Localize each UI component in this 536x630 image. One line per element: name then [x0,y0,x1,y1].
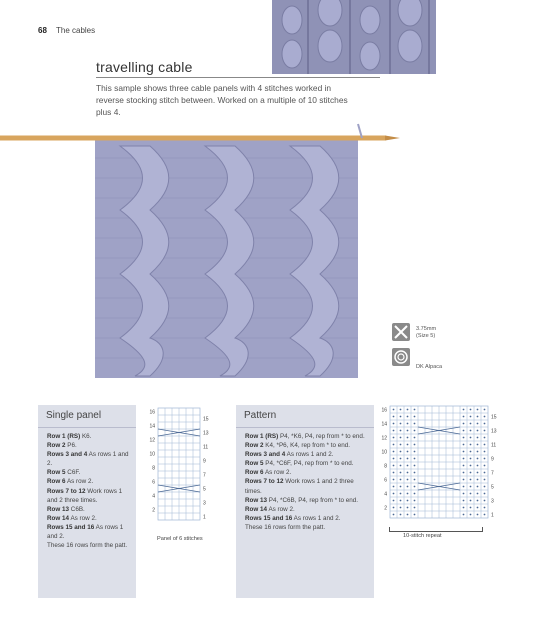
instruction-row [245,450,370,459]
row-number: 3 [491,498,494,505]
instruction-row [47,523,132,541]
instruction-row [47,477,132,486]
purl-stitch-mark [400,500,402,502]
purl-stitch-mark [477,444,479,446]
instruction-row [47,441,132,450]
instruction-row-label: Row 5 [47,469,66,477]
purl-stitch-mark [484,409,486,411]
purl-stitch-mark [400,416,402,418]
purl-stitch-mark [477,430,479,432]
instruction-row-text: P4, *K6, P4, rep from * to end. [279,433,365,440]
single-panel-chart [150,404,220,534]
purl-stitch-mark [470,451,472,453]
row-number: 9 [491,456,494,463]
purl-stitch-mark [463,409,465,411]
purl-stitch-mark [484,486,486,488]
purl-stitch-mark [470,409,472,411]
purl-stitch-mark [414,444,416,446]
purl-stitch-mark [477,409,479,411]
purl-stitch-mark [477,416,479,418]
instruction-row [47,450,132,468]
purl-stitch-mark [463,416,465,418]
purl-stitch-mark [400,437,402,439]
purl-stitch-mark [407,465,409,467]
section-title: The cables [56,26,96,35]
row-number: 6 [384,477,387,484]
purl-stitch-mark [407,479,409,481]
row-number: 5 [491,484,494,491]
purl-stitch-mark [484,416,486,418]
instruction-row-label: Row 2 [47,442,66,450]
purl-stitch-mark [484,458,486,460]
row-number: 2 [152,507,155,514]
purl-stitch-mark [477,479,479,481]
purl-stitch-mark [407,493,409,495]
purl-stitch-mark [484,423,486,425]
purl-stitch-mark [400,458,402,460]
purl-stitch-mark [400,493,402,495]
purl-stitch-mark [407,430,409,432]
single-panel-chart-caption: Panel of 6 stitches [157,536,203,542]
instruction-row-label: Row 13 [245,496,268,504]
purl-stitch-mark [414,437,416,439]
pattern-header [236,405,374,428]
cable-closeup-photo [272,0,436,74]
needle-size-text: 3.75mm [416,326,437,332]
purl-stitch-mark [484,444,486,446]
purl-stitch-mark [407,458,409,460]
purl-stitch-mark [477,465,479,467]
instruction-row-label: Rows 7 to 12 [47,487,86,495]
instruction-row [245,432,370,441]
instruction-row-text: K4, *P6, K4, rep from * to end. [265,442,351,450]
title-divider [96,77,380,78]
row-number: 16 [381,407,387,414]
purl-stitch-mark [414,500,416,502]
row-number: 5 [203,486,206,493]
purl-stitch-mark [484,472,486,474]
purl-stitch-mark [414,514,416,516]
row-number: 14 [381,421,387,428]
instruction-row-text: As rows 1 and 2. [47,523,124,541]
purl-stitch-mark [393,465,395,467]
pattern-box [236,405,374,598]
row-number: 13 [491,428,497,435]
purl-stitch-mark [463,472,465,474]
pattern-instructions [245,432,370,532]
pattern-heading: Pattern [244,410,277,421]
instruction-row-text: These 16 rows form the patt. [47,542,128,550]
purl-stitch-mark [407,423,409,425]
row-number: 15 [203,416,209,423]
instruction-row [245,514,370,523]
instruction-row-label: Rows 7 to 12 [245,478,284,486]
purl-stitch-mark [463,500,465,502]
instruction-row [245,459,370,468]
purl-stitch-mark [484,507,486,509]
needle-size-us-text: (Size 5) [416,333,436,339]
row-number: 14 [149,423,155,430]
purl-stitch-mark [463,430,465,432]
purl-stitch-mark [414,423,416,425]
purl-stitch-mark [470,416,472,418]
purl-stitch-mark [477,437,479,439]
purl-stitch-mark [400,472,402,474]
row-number: 9 [203,458,206,465]
yarn-ball-icon [392,348,410,366]
intro-text: This sample shows three cable panels with 4 stitches worked in reverse stocking stitch between. Worked on a multiple of 10 stitches plus 4. [96,83,348,117]
purl-stitch-mark [470,500,472,502]
instruction-row [245,477,370,495]
instruction-row [47,505,132,514]
instruction-row-text: P4, *C6B, P4, rep from * to end. [268,496,359,504]
purl-stitch-mark [463,486,465,488]
purl-stitch-mark [414,479,416,481]
instruction-row [47,487,132,505]
purl-stitch-mark [400,451,402,453]
purl-stitch-mark [470,437,472,439]
purl-stitch-mark [477,472,479,474]
purl-stitch-mark [407,409,409,411]
purl-stitch-mark [400,430,402,432]
purl-stitch-mark [407,437,409,439]
purl-stitch-mark [484,465,486,467]
purl-stitch-mark [484,451,486,453]
row-number: 10 [381,449,387,456]
row-number: 8 [152,465,155,472]
instruction-row-text: C6F. [67,469,81,477]
instruction-row-label: Row 6 [245,469,264,477]
instruction-row-text: As row 2. [70,514,97,522]
row-number: 11 [203,444,209,451]
row-number: 3 [203,500,206,507]
instruction-row-label: Row 1 (RS) [47,433,81,440]
purl-stitch-mark [463,451,465,453]
purl-stitch-mark [414,465,416,467]
purl-stitch-mark [414,472,416,474]
instruction-row-label: Row 6 [47,478,66,486]
repeat-bracket [389,527,483,532]
purl-stitch-mark [463,465,465,467]
row-number: 6 [152,479,155,486]
purl-stitch-mark [470,486,472,488]
purl-stitch-mark [393,409,395,411]
instruction-row [47,468,132,477]
row-number: 10 [149,451,155,458]
purl-stitch-mark [400,507,402,509]
purl-stitch-mark [393,416,395,418]
purl-stitch-mark [400,409,402,411]
instruction-row-label: Rows 3 and 4 [245,451,286,459]
purl-stitch-mark [484,514,486,516]
purl-stitch-mark [414,507,416,509]
row-number: 16 [149,409,155,416]
purl-stitch-mark [477,423,479,425]
row-number: 8 [384,463,387,470]
instruction-row-label: Row 1 (RS) [245,433,279,440]
row-number: 1 [203,514,206,521]
instruction-row-text: P6. [67,442,77,450]
purl-stitch-mark [407,500,409,502]
instruction-row [245,468,370,477]
purl-stitch-mark [470,514,472,516]
purl-stitch-mark [400,514,402,516]
instruction-row-text: As row 2. [66,478,94,486]
purl-stitch-mark [470,479,472,481]
purl-stitch-mark [407,472,409,474]
row-number: 1 [491,512,494,519]
row-number: 13 [203,430,209,437]
purl-stitch-mark [414,458,416,460]
purl-stitch-mark [477,493,479,495]
purl-stitch-mark [484,437,486,439]
instruction-row-text: As row 2. [264,469,292,477]
instruction-row-text: C6B. [70,505,85,513]
needle-size-icon [392,323,410,341]
purl-stitch-mark [463,444,465,446]
single-panel-header [38,405,136,428]
purl-stitch-mark [393,493,395,495]
yarn-type-label: DK Alpaca [416,364,443,370]
purl-stitch-mark [393,423,395,425]
row-number: 4 [384,491,387,498]
purl-stitch-mark [400,465,402,467]
instruction-row [245,441,370,450]
instruction-row [47,514,132,523]
instruction-row [245,505,370,514]
purl-stitch-mark [393,479,395,481]
purl-stitch-mark [484,479,486,481]
row-number: 2 [384,505,387,512]
instruction-row [245,496,370,505]
purl-stitch-mark [470,472,472,474]
instruction-row-label: Row 14 [245,505,268,513]
purl-stitch-mark [470,430,472,432]
row-number: 12 [381,435,387,442]
pattern-chart-caption: 10-stitch repeat [403,533,442,539]
purl-stitch-mark [484,500,486,502]
single-panel-heading: Single panel [46,410,102,421]
purl-stitch-mark [393,430,395,432]
purl-stitch-mark [477,507,479,509]
purl-stitch-mark [470,444,472,446]
purl-stitch-mark [393,486,395,488]
purl-stitch-mark [393,437,395,439]
purl-stitch-mark [414,430,416,432]
instruction-row-label: Row 13 [47,505,70,513]
purl-stitch-mark [400,444,402,446]
purl-stitch-mark [407,451,409,453]
purl-stitch-mark [414,416,416,418]
instruction-row [245,523,370,532]
instruction-row-text: As row 2. [268,505,295,513]
pattern-title: travelling cable [96,59,193,75]
purl-stitch-mark [393,507,395,509]
purl-stitch-mark [470,423,472,425]
purl-stitch-mark [463,437,465,439]
instruction-row-label: Row 2 [245,442,264,450]
purl-stitch-mark [477,451,479,453]
purl-stitch-mark [393,451,395,453]
purl-stitch-mark [470,458,472,460]
instruction-row-label: Rows 3 and 4 [47,451,88,459]
row-number: 11 [491,442,497,449]
single-panel-box [38,405,136,598]
instruction-row [47,432,132,441]
row-number: 15 [491,414,497,421]
needle-size-label [416,326,436,340]
purl-stitch-mark [393,472,395,474]
purl-stitch-mark [463,458,465,460]
purl-stitch-mark [470,507,472,509]
purl-stitch-mark [407,444,409,446]
instruction-row-text: P4, *C6F, P4, rep from * to end. [265,460,354,468]
purl-stitch-mark [463,423,465,425]
purl-stitch-mark [400,486,402,488]
purl-stitch-mark [463,479,465,481]
row-number: 4 [152,493,155,500]
purl-stitch-mark [470,493,472,495]
purl-stitch-mark [407,416,409,418]
purl-stitch-mark [477,514,479,516]
purl-stitch-mark [400,423,402,425]
instruction-row-label: Row 5 [245,460,264,468]
purl-stitch-mark [414,451,416,453]
instruction-row-text: As rows 1 and 2. [286,451,334,459]
purl-stitch-mark [463,493,465,495]
purl-stitch-mark [477,458,479,460]
instruction-row-text: These 16 rows form the patt. [245,523,326,531]
purl-stitch-mark [477,500,479,502]
pattern-chart [376,402,506,527]
purl-stitch-mark [407,514,409,516]
knitted-sample-photo [0,118,420,380]
purl-stitch-mark [407,486,409,488]
instruction-row-label: Row 14 [47,514,70,522]
instruction-row-text: Work rows 1 and 2 three times. [47,487,123,504]
purl-stitch-mark [407,507,409,509]
purl-stitch-mark [463,507,465,509]
purl-stitch-mark [393,458,395,460]
purl-stitch-mark [463,514,465,516]
instruction-row-text: Work rows 1 and 2 three times. [245,478,354,495]
purl-stitch-mark [484,493,486,495]
single-panel-instructions [47,432,132,550]
purl-stitch-mark [414,493,416,495]
page-number: 68 [38,26,47,35]
instruction-row-text: K6. [81,433,92,440]
instruction-row [47,541,132,550]
purl-stitch-mark [414,409,416,411]
instruction-row-text: As rows 1 and 2. [47,451,129,468]
instruction-row-text: As rows 1 and 2. [293,514,341,522]
purl-stitch-mark [393,444,395,446]
purl-stitch-mark [477,486,479,488]
purl-stitch-mark [414,486,416,488]
row-number: 12 [149,437,155,444]
purl-stitch-mark [484,430,486,432]
purl-stitch-mark [393,500,395,502]
row-number: 7 [491,470,494,477]
purl-stitch-mark [400,479,402,481]
purl-stitch-mark [470,465,472,467]
purl-stitch-mark [393,514,395,516]
instruction-row-label: Rows 15 and 16 [47,523,95,531]
row-number: 7 [203,472,206,479]
instruction-row-label: Rows 15 and 16 [245,514,293,522]
